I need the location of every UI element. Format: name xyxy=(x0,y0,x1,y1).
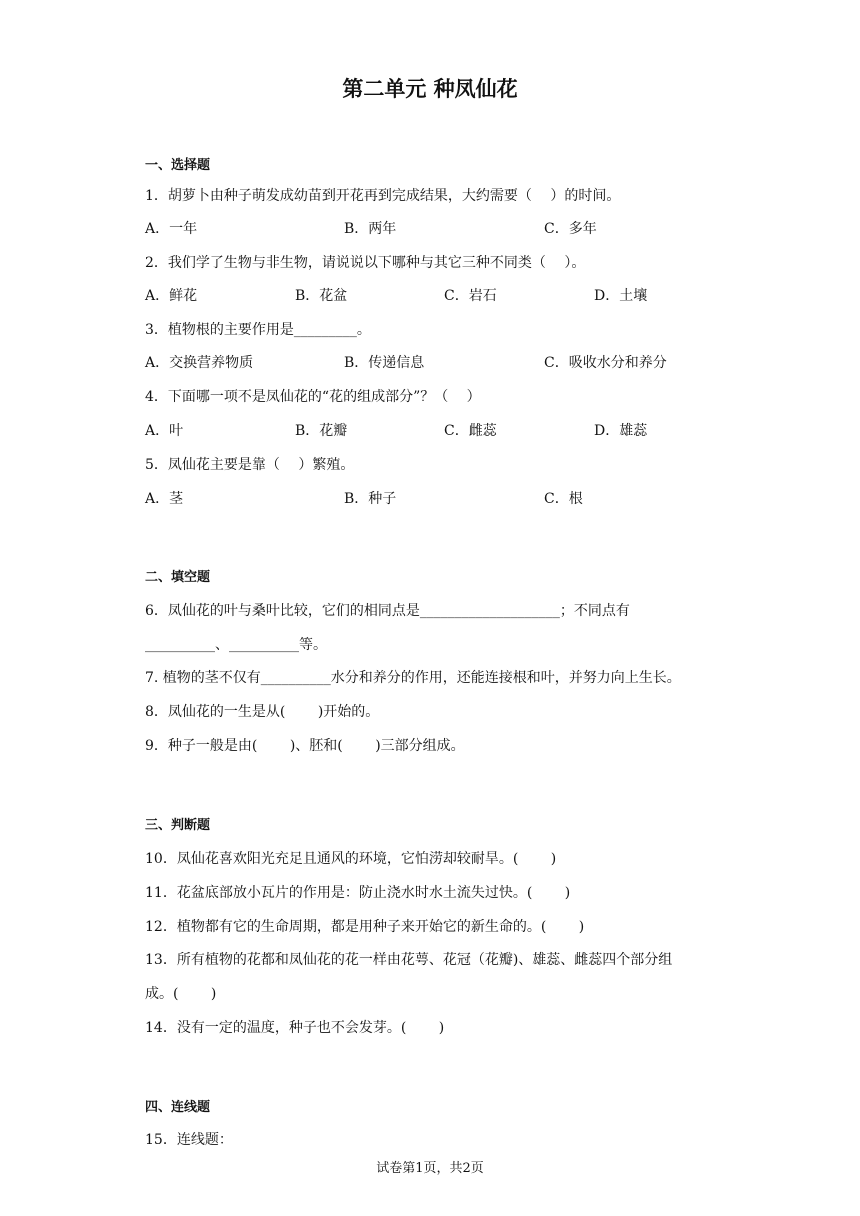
question-9: 9．种子一般是由( )、胚和( )三部分组成。 xyxy=(145,738,465,754)
q2-option-c: C．岩石 xyxy=(444,288,497,304)
question-11: 11．花盆底部放小瓦片的作用是：防止浇水时水土流失过快。( ) xyxy=(145,885,571,901)
q4-option-c: C．雌蕊 xyxy=(444,423,497,439)
q4-option-b: B．花瓣 xyxy=(295,423,348,439)
page-footer: 试卷第1页，共2页 xyxy=(376,1161,484,1176)
q2-option-d: D．土壤 xyxy=(594,288,648,304)
question-7: 7. 植物的茎不仅有__________水分和养分的作用，还能连接根和叶，并努力向上生长。 xyxy=(145,670,681,686)
q5-option-b: B．种子 xyxy=(344,491,397,507)
question-6-line-1: 6．凤仙花的叶与桑叶比较，它们的相同点是____________________；不同点有 xyxy=(145,603,630,619)
question-13-line-2: 成。( ) xyxy=(145,986,217,1002)
section-heading-true-false: 三、判断题 xyxy=(145,818,211,833)
question-12: 12．植物都有它的生命周期，都是用种子来开始它的新生命的。( ) xyxy=(145,919,585,935)
q2-option-b: B．花盆 xyxy=(295,288,348,304)
question-5: 5．凤仙花主要是靠（ ）繁殖。 xyxy=(145,457,355,473)
q3-option-c: C．吸收水分和养分 xyxy=(544,355,667,371)
section-heading-matching: 四、连线题 xyxy=(145,1100,211,1115)
question-14: 14．没有一定的温度，种子也不会发芽。( ) xyxy=(145,1020,445,1036)
q1-option-a: A．一年 xyxy=(145,221,198,237)
question-1: 1．胡萝卜由种子萌发成幼苗到开花再到完成结果，大约需要（ ）的时间。 xyxy=(145,188,621,204)
q4-option-d: D．雄蕊 xyxy=(594,423,648,439)
q5-option-a: A．茎 xyxy=(145,491,184,507)
question-10: 10．凤仙花喜欢阳光充足且通风的环境，它怕涝却较耐旱。( ) xyxy=(145,851,557,867)
q1-option-c: C．多年 xyxy=(544,221,597,237)
q2-option-a: A．鲜花 xyxy=(145,288,198,304)
section-heading-choice: 一、选择题 xyxy=(145,158,211,173)
q3-option-a: A．交换营养物质 xyxy=(145,355,254,371)
question-15: 15．连线题： xyxy=(145,1132,233,1148)
question-13-line-1: 13．所有植物的花都和凤仙花的花一样由花萼、花冠（花瓣)、雄蕊、雌蕊四个部分组 xyxy=(145,952,673,968)
question-3: 3．植物根的主要作用是_________。 xyxy=(145,322,371,338)
page-title: 第二单元 种凤仙花 xyxy=(342,77,518,101)
question-6-line-2: __________、__________等。 xyxy=(145,637,327,653)
q5-option-c: C．根 xyxy=(544,491,583,507)
question-4: 4．下面哪一项不是凤仙花的“花的组成部分”？（ ） xyxy=(145,389,481,405)
section-heading-fill-blank: 二、填空题 xyxy=(145,570,211,585)
question-8: 8．凤仙花的一生是从( )开始的。 xyxy=(145,704,380,720)
q4-option-a: A．叶 xyxy=(145,423,184,439)
q1-option-b: B．两年 xyxy=(344,221,397,237)
question-2: 2．我们学了生物与非生物，请说说以下哪种与其它三种不同类（ ）。 xyxy=(145,255,586,271)
q3-option-b: B．传递信息 xyxy=(344,355,425,371)
